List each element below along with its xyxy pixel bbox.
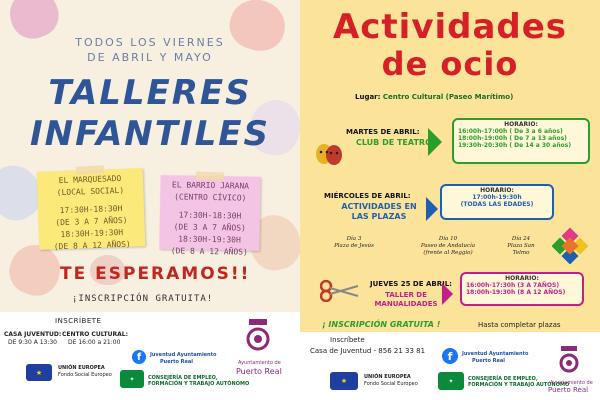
- puerto-real-logo-icon: [558, 344, 580, 378]
- note-title: EL MARQUESADO: [58, 173, 122, 186]
- title-infantiles: INFANTILES: [30, 114, 270, 154]
- title-talleres: TALLERES: [48, 73, 252, 113]
- junta-2: FORMACIÓN Y TRABAJO AUTÓNOMO: [148, 381, 250, 387]
- right-poster: [300, 0, 600, 400]
- note-marquesado: [37, 168, 146, 250]
- horario-row: 16:00h-17:30h (3 A 7AÑOS): [466, 282, 560, 289]
- inscripcion-gratuita-right: ¡ INSCRIPCIÓN GRATUITA !: [322, 320, 441, 329]
- horario-title: HORARIO:: [480, 187, 514, 194]
- top-line-2: DE ABRIL Y MAYO: [87, 51, 213, 64]
- eu-flag-icon: ★: [330, 372, 358, 390]
- top-line-1: TODOS LOS VIERNES: [75, 36, 225, 49]
- note-row: 17:30H-18:30H: [59, 203, 123, 216]
- ayto-2: Puerto Real: [548, 386, 589, 394]
- horario-row: 19:30h-20:30h ( De 14 a 30 años): [458, 142, 572, 149]
- note-row: (DE 3 A 7 AÑOS): [55, 215, 128, 228]
- horario-row: 17:00h-19:30h: [472, 194, 522, 201]
- horario-row: (TODAS LAS EDADES): [460, 201, 534, 208]
- casa-juventud-phone: Casa de Juventud - 856 21 33 81: [310, 347, 426, 355]
- horario-row: 18:00h-19:30h (8 A 12 AÑOS): [466, 289, 566, 296]
- dia-num: Día 3: [346, 236, 362, 242]
- lugar-value: Centro Cultural (Paseo Marítimo): [382, 93, 514, 101]
- facebook-icon[interactable]: f: [442, 348, 458, 364]
- puerto-real-logo-icon: [245, 317, 271, 357]
- ayto-2: Puerto Real: [236, 367, 282, 376]
- note-subtitle: (LOCAL SOCIAL): [56, 185, 125, 198]
- centro-label: CENTRO CULTURAL:: [62, 331, 128, 338]
- jueves-day: JUEVES 25 DE ABRIL:: [370, 280, 452, 288]
- ayto-1: Ayuntamiento de: [238, 360, 281, 366]
- dia-num: Día 24: [511, 236, 531, 242]
- horario-row: 16:00h-17:00h ( De 3 a 6 años): [458, 128, 563, 135]
- miercoles-activity: [334, 202, 424, 222]
- martes-day: MARTES DE ABRIL:: [346, 128, 420, 136]
- inscripcion-gratuita: ¡INSCRIPCIÓN GRATUITA!: [72, 294, 214, 304]
- dia-place: Plaza San: [507, 243, 535, 249]
- note-subtitle: (CENTRO CÍVICO): [174, 192, 247, 203]
- ayto-1: Ayuntamiento de: [550, 380, 593, 386]
- tape: [196, 172, 224, 181]
- inscribete-right: Inscríbete: [330, 336, 365, 344]
- tape: [76, 165, 104, 174]
- jueves-act-line: MANUALIDADES: [374, 300, 438, 308]
- eu-flag-icon: ★: [26, 364, 52, 381]
- dia-num: Día 10: [438, 236, 458, 242]
- inscribete-label: INSCRÍBETE: [55, 317, 102, 325]
- note-row: 18:30H-19:30H: [60, 227, 124, 240]
- miercoles-act-line: LAS PLAZAS: [351, 212, 407, 221]
- miercoles-act-line: ACTIVIDADES EN: [341, 202, 417, 211]
- arrow-jueves: [442, 283, 453, 305]
- puzzle-icon: [552, 228, 588, 264]
- dia-10: [408, 236, 488, 257]
- left-footer: [0, 312, 300, 400]
- fb-text-1: Juventud Ayuntamiento: [462, 351, 529, 357]
- miercoles-day: MIÉRCOLES DE ABRIL:: [324, 192, 411, 200]
- horario-row: 18:00h-19:00h ( De 7 a 13 años): [458, 135, 567, 142]
- martes-activity: CLUB DE TEATRO: [356, 138, 432, 147]
- fb-text-2: Puerto Real: [472, 358, 505, 364]
- casa-hours: DE 9:30 A 13:30: [8, 339, 58, 346]
- jueves-act-line: TALLER DE: [385, 291, 427, 299]
- ue-title: UNIÓN EUROPEA: [58, 365, 105, 371]
- dia-place: Telmo: [512, 250, 530, 256]
- fb-text-1: Juventud Ayuntamiento: [150, 352, 217, 358]
- note-row: (DE 8 A 12 AÑOS): [170, 246, 248, 257]
- horario-title: HORARIO:: [504, 121, 538, 128]
- hasta-completar: Hasta completar plazas: [478, 321, 561, 329]
- scissors-icon: [320, 280, 360, 302]
- dia-place: Plaza de Jesús: [334, 243, 374, 249]
- centro-hours: DE 16:00 a 21:00: [68, 339, 121, 346]
- ue-title: UNIÓN EUROPEA: [364, 374, 411, 380]
- lugar-line: [355, 93, 513, 101]
- theater-masks-icon: [314, 142, 344, 166]
- arrow-martes: [428, 128, 442, 156]
- title-de-ocio: de ocio: [381, 45, 519, 83]
- note-jarana: [159, 175, 260, 257]
- junta-1: CONSEJERÍA DE EMPLEO,: [468, 376, 538, 382]
- arrow-miercoles: [426, 197, 438, 221]
- note-row: 18:30H-19:30H: [178, 234, 241, 245]
- junta-1: CONSEJERÍA DE EMPLEO,: [148, 375, 218, 381]
- dia-place: (frente al Reggio): [423, 250, 473, 256]
- dia-24: [496, 236, 546, 257]
- note-row: 17:30H-18:30H: [178, 210, 242, 221]
- note-row: (DE 8 A 12 AÑOS): [53, 239, 131, 252]
- dia-3: [324, 236, 384, 250]
- ue-sub: Fondo Social Europeo: [364, 381, 418, 387]
- lugar-label: Lugar:: [355, 93, 381, 101]
- fb-text-2: Puerto Real: [160, 359, 193, 365]
- horario-title: HORARIO:: [505, 275, 539, 282]
- te-esperamos: TE ESPERAMOS!!: [60, 264, 251, 284]
- casa-label: CASA JUVENTUD:: [4, 331, 62, 338]
- junta-logo-icon: ✦: [438, 372, 464, 390]
- jueves-activity: [370, 291, 442, 309]
- miercoles-horario-box: [440, 184, 554, 220]
- facebook-icon[interactable]: f: [132, 350, 146, 364]
- note-row: (DE 3 A 7 AÑOS): [173, 222, 246, 233]
- jueves-horario-box: [460, 272, 584, 306]
- title-actividades: Actividades: [332, 7, 568, 47]
- ue-sub: Fondo Social Europeo: [58, 372, 112, 378]
- dia-place: Paseo de Andalucía: [420, 243, 476, 249]
- martes-horario-box: [452, 118, 590, 164]
- junta-logo-icon: ✦: [120, 370, 144, 388]
- note-title: EL BARRIO JARANA: [171, 180, 250, 191]
- right-footer: [300, 332, 600, 400]
- junta-2: FORMACIÓN Y TRABAJO AUTÓNOMO: [468, 382, 570, 388]
